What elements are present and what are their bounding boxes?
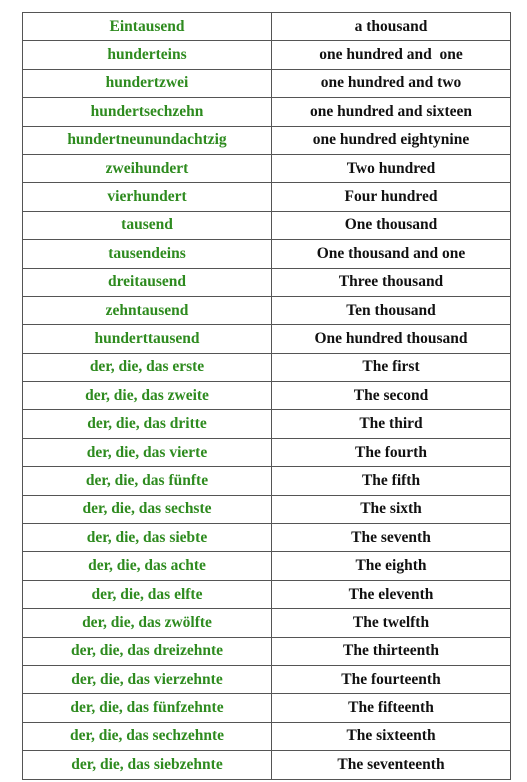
vocabulary-table-container <box>22 12 508 780</box>
german-cell: zweihundert <box>23 154 272 182</box>
english-cell: The first <box>272 353 511 381</box>
english-cell: Four hundred <box>272 183 511 211</box>
german-cell: der, die, das fünfte <box>23 467 272 495</box>
english-cell: The sixth <box>272 495 511 523</box>
german-cell: der, die, das erste <box>23 353 272 381</box>
english-cell: The fourteenth <box>272 665 511 693</box>
german-cell: dreitausend <box>23 268 272 296</box>
table-row <box>23 296 511 324</box>
table-row <box>23 722 511 750</box>
english-cell: The fifteenth <box>272 694 511 722</box>
english-cell: The eighth <box>272 552 511 580</box>
german-cell: der, die, das fünfzehnte <box>23 694 272 722</box>
english-cell: The eleventh <box>272 580 511 608</box>
german-cell: Eintausend <box>23 13 272 41</box>
german-cell: der, die, das sechzehnte <box>23 722 272 750</box>
german-cell: der, die, das vierzehnte <box>23 665 272 693</box>
table-row <box>23 580 511 608</box>
table-row <box>23 524 511 552</box>
table-row <box>23 154 511 182</box>
table-body <box>23 13 511 780</box>
table-row <box>23 637 511 665</box>
table-row <box>23 410 511 438</box>
table-row <box>23 467 511 495</box>
english-cell: a thousand <box>272 13 511 41</box>
table-row <box>23 69 511 97</box>
table-row <box>23 665 511 693</box>
german-cell: vierhundert <box>23 183 272 211</box>
table-row <box>23 495 511 523</box>
number-vocabulary-table <box>22 12 511 780</box>
table-row <box>23 126 511 154</box>
table-row <box>23 41 511 69</box>
english-cell: Two hundred <box>272 154 511 182</box>
english-cell: Three thousand <box>272 268 511 296</box>
english-cell: one hundred and one <box>272 41 511 69</box>
german-cell: hundertzwei <box>23 69 272 97</box>
german-cell: tausend <box>23 211 272 239</box>
table-row <box>23 353 511 381</box>
table-row <box>23 552 511 580</box>
english-cell: The twelfth <box>272 609 511 637</box>
german-cell: tausendeins <box>23 240 272 268</box>
english-cell: The fourth <box>272 438 511 466</box>
english-cell: one hundred and two <box>272 69 511 97</box>
english-cell: Ten thousand <box>272 296 511 324</box>
english-cell: One hundred thousand <box>272 325 511 353</box>
english-cell: The second <box>272 382 511 410</box>
german-cell: der, die, das achte <box>23 552 272 580</box>
english-cell: The thirteenth <box>272 637 511 665</box>
german-cell: der, die, das elfte <box>23 580 272 608</box>
german-cell: der, die, das zweite <box>23 382 272 410</box>
table-row <box>23 694 511 722</box>
table-row <box>23 268 511 296</box>
german-cell: der, die, das vierte <box>23 438 272 466</box>
table-row <box>23 609 511 637</box>
table-row <box>23 240 511 268</box>
english-cell: The fifth <box>272 467 511 495</box>
english-cell: The third <box>272 410 511 438</box>
german-cell: der, die, das dreizehnte <box>23 637 272 665</box>
table-row <box>23 325 511 353</box>
english-cell: The sixteenth <box>272 722 511 750</box>
german-cell: der, die, das zwölfte <box>23 609 272 637</box>
table-row <box>23 382 511 410</box>
english-cell: The seventeenth <box>272 751 511 779</box>
german-cell: hundertsechzehn <box>23 98 272 126</box>
german-cell: der, die, das siebzehnte <box>23 751 272 779</box>
table-row <box>23 183 511 211</box>
german-cell: der, die, das siebte <box>23 524 272 552</box>
german-cell: hunderteins <box>23 41 272 69</box>
table-row <box>23 751 511 779</box>
table-row <box>23 13 511 41</box>
table-row <box>23 98 511 126</box>
german-cell: hunderttausend <box>23 325 272 353</box>
german-cell: der, die, das sechste <box>23 495 272 523</box>
table-row <box>23 211 511 239</box>
table-row <box>23 438 511 466</box>
german-cell: der, die, das dritte <box>23 410 272 438</box>
english-cell: The seventh <box>272 524 511 552</box>
german-cell: zehntausend <box>23 296 272 324</box>
english-cell: One thousand and one <box>272 240 511 268</box>
english-cell: One thousand <box>272 211 511 239</box>
german-cell: hundertneunundachtzig <box>23 126 272 154</box>
english-cell: one hundred and sixteen <box>272 98 511 126</box>
english-cell: one hundred eightynine <box>272 126 511 154</box>
